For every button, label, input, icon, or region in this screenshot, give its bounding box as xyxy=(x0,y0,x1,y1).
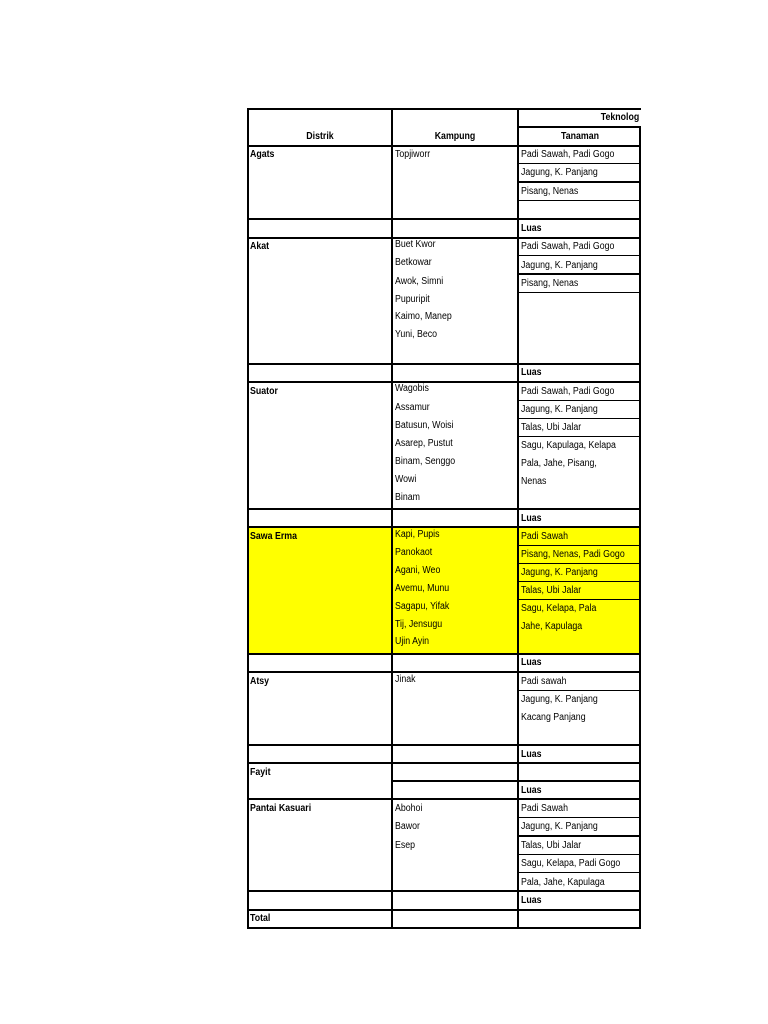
grid-line xyxy=(247,526,641,528)
grid-line xyxy=(517,872,641,873)
luas-cell: Luas xyxy=(521,657,542,668)
tanaman-cell: Jagung, K. Panjang xyxy=(521,694,598,705)
distrik-cell: Atsy xyxy=(250,676,270,687)
tanaman-cell: Sagu, Kelapa, Padi Gogo xyxy=(521,858,621,869)
grid-line xyxy=(517,418,641,419)
tanaman-cell: Talas, Ubi Jalar xyxy=(521,840,582,851)
tanaman-cell: Jahe, Kapulaga xyxy=(521,621,583,632)
luas-cell: Luas xyxy=(521,513,542,524)
grid-line xyxy=(247,798,641,800)
grid-line xyxy=(517,181,641,183)
grid-line xyxy=(517,255,641,256)
distrik-cell: Akat xyxy=(250,241,270,252)
grid-line xyxy=(247,145,641,147)
kampung-cell: Bawor xyxy=(395,821,420,832)
total-label: Total xyxy=(250,913,271,924)
grid-line xyxy=(247,218,641,220)
grid-line xyxy=(391,780,641,782)
tanaman-cell: Padi Sawah, Padi Gogo xyxy=(521,149,615,160)
kampung-cell: Ujin Ayin xyxy=(395,636,430,647)
grid-line xyxy=(517,545,641,546)
kampung-cell: Panokaot xyxy=(395,547,433,558)
grid-line xyxy=(247,108,249,929)
distrik-cell: Suator xyxy=(250,386,278,397)
tanaman-cell: Pisang, Nenas xyxy=(521,278,579,289)
header-kampung: Kampung xyxy=(434,131,476,142)
kampung-cell: Betkowar xyxy=(395,257,432,268)
grid-line xyxy=(517,835,641,837)
tanaman-cell: Jagung, K. Panjang xyxy=(521,821,598,832)
grid-line xyxy=(517,108,519,929)
kampung-cell: Awok, Simni xyxy=(395,276,444,287)
tanaman-cell: Sagu, Kelapa, Pala xyxy=(521,603,597,614)
kampung-cell: Tij, Jensugu xyxy=(395,619,443,630)
grid-line xyxy=(247,653,641,655)
distrik-cell: Agats xyxy=(250,149,275,160)
tanaman-cell: Kacang Panjang xyxy=(521,712,586,723)
kampung-cell: Binam xyxy=(395,492,420,503)
tanaman-cell: Jagung, K. Panjang xyxy=(521,567,598,578)
grid-line xyxy=(247,927,641,929)
grid-line xyxy=(517,817,641,818)
kampung-cell: Wowi xyxy=(395,474,417,485)
kampung-cell: Yuni, Beco xyxy=(395,329,438,340)
tanaman-cell: Jagung, K. Panjang xyxy=(521,404,598,415)
grid-line xyxy=(247,909,641,911)
kampung-cell: Topjiworr xyxy=(395,149,431,160)
tanaman-cell: Padi Sawah xyxy=(521,531,568,542)
kampung-cell: Kapi, Pupis xyxy=(395,529,440,540)
kampung-cell: Batusun, Woisi xyxy=(395,420,454,431)
tanaman-cell: Sagu, Kapulaga, Kelapa xyxy=(521,440,616,451)
header-distrik: Distrik xyxy=(306,131,334,142)
tanaman-cell: Nenas xyxy=(521,476,547,487)
kampung-cell: Assamur xyxy=(395,402,430,413)
grid-line xyxy=(517,599,641,600)
grid-line xyxy=(639,127,641,929)
luas-cell: Luas xyxy=(521,749,542,760)
luas-cell: Luas xyxy=(521,223,542,234)
grid-line xyxy=(247,508,641,510)
kampung-cell: Agani, Weo xyxy=(395,565,441,576)
header-group-label: Teknolog xyxy=(600,112,640,123)
grid-line xyxy=(517,200,641,201)
kampung-cell: Wagobis xyxy=(395,383,429,394)
grid-line xyxy=(517,400,641,401)
kampung-cell: Buet Kwor xyxy=(395,239,436,250)
distrik-cell: Sawa Erma xyxy=(250,531,297,542)
kampung-cell: Pupuripit xyxy=(395,294,430,305)
grid-line xyxy=(247,744,641,746)
distrik-cell: Fayit xyxy=(250,767,271,778)
grid-line xyxy=(517,126,641,128)
grid-line xyxy=(247,237,641,239)
tanaman-cell: Padi Sawah, Padi Gogo xyxy=(521,241,615,252)
tanaman-cell: Padi Sawah, Padi Gogo xyxy=(521,386,615,397)
grid-line xyxy=(517,436,641,437)
tanaman-cell: Pisang, Nenas, Padi Gogo xyxy=(521,549,625,560)
grid-line xyxy=(517,273,641,275)
header-tanaman: Tanaman xyxy=(560,131,599,142)
luas-cell: Luas xyxy=(521,895,542,906)
luas-cell: Luas xyxy=(521,367,542,378)
tanaman-cell: Padi sawah xyxy=(521,676,567,687)
grid-line xyxy=(247,108,641,110)
grid-line xyxy=(247,890,641,892)
highlight-distrik-sawa-erma xyxy=(249,528,391,654)
tanaman-cell: Pala, Jahe, Pisang, xyxy=(521,458,597,469)
grid-line xyxy=(517,854,641,855)
grid-line xyxy=(247,762,641,764)
grid-line xyxy=(247,671,641,673)
kampung-cell: Avemu, Munu xyxy=(395,583,450,594)
grid-line xyxy=(247,363,641,365)
grid-line xyxy=(391,108,393,929)
tanaman-cell: Jagung, K. Panjang xyxy=(521,167,598,178)
tanaman-cell: Pisang, Nenas xyxy=(521,186,579,197)
kampung-cell: Kaimo, Manep xyxy=(395,311,452,322)
tanaman-cell: Padi Sawah xyxy=(521,803,568,814)
grid-line xyxy=(247,381,641,383)
kampung-cell: Jinak xyxy=(395,674,416,685)
tanaman-cell: Talas, Ubi Jalar xyxy=(521,422,582,433)
grid-line xyxy=(517,292,641,293)
distrik-cell: Pantai Kasuari xyxy=(250,803,312,814)
kampung-cell: Esep xyxy=(395,840,416,851)
grid-line xyxy=(517,163,641,164)
kampung-cell: Binam, Senggo xyxy=(395,456,456,467)
kampung-cell: Abohoi xyxy=(395,803,423,814)
kampung-cell: Sagapu, Yifak xyxy=(395,601,450,612)
grid-line xyxy=(517,581,641,582)
luas-cell: Luas xyxy=(521,785,542,796)
tanaman-cell: Jagung, K. Panjang xyxy=(521,260,598,271)
tanaman-cell: Talas, Ubi Jalar xyxy=(521,585,582,596)
grid-line xyxy=(517,563,641,564)
tanaman-cell: Pala, Jahe, Kapulaga xyxy=(521,877,605,888)
grid-line xyxy=(517,690,641,691)
kampung-cell: Asarep, Pustut xyxy=(395,438,453,449)
